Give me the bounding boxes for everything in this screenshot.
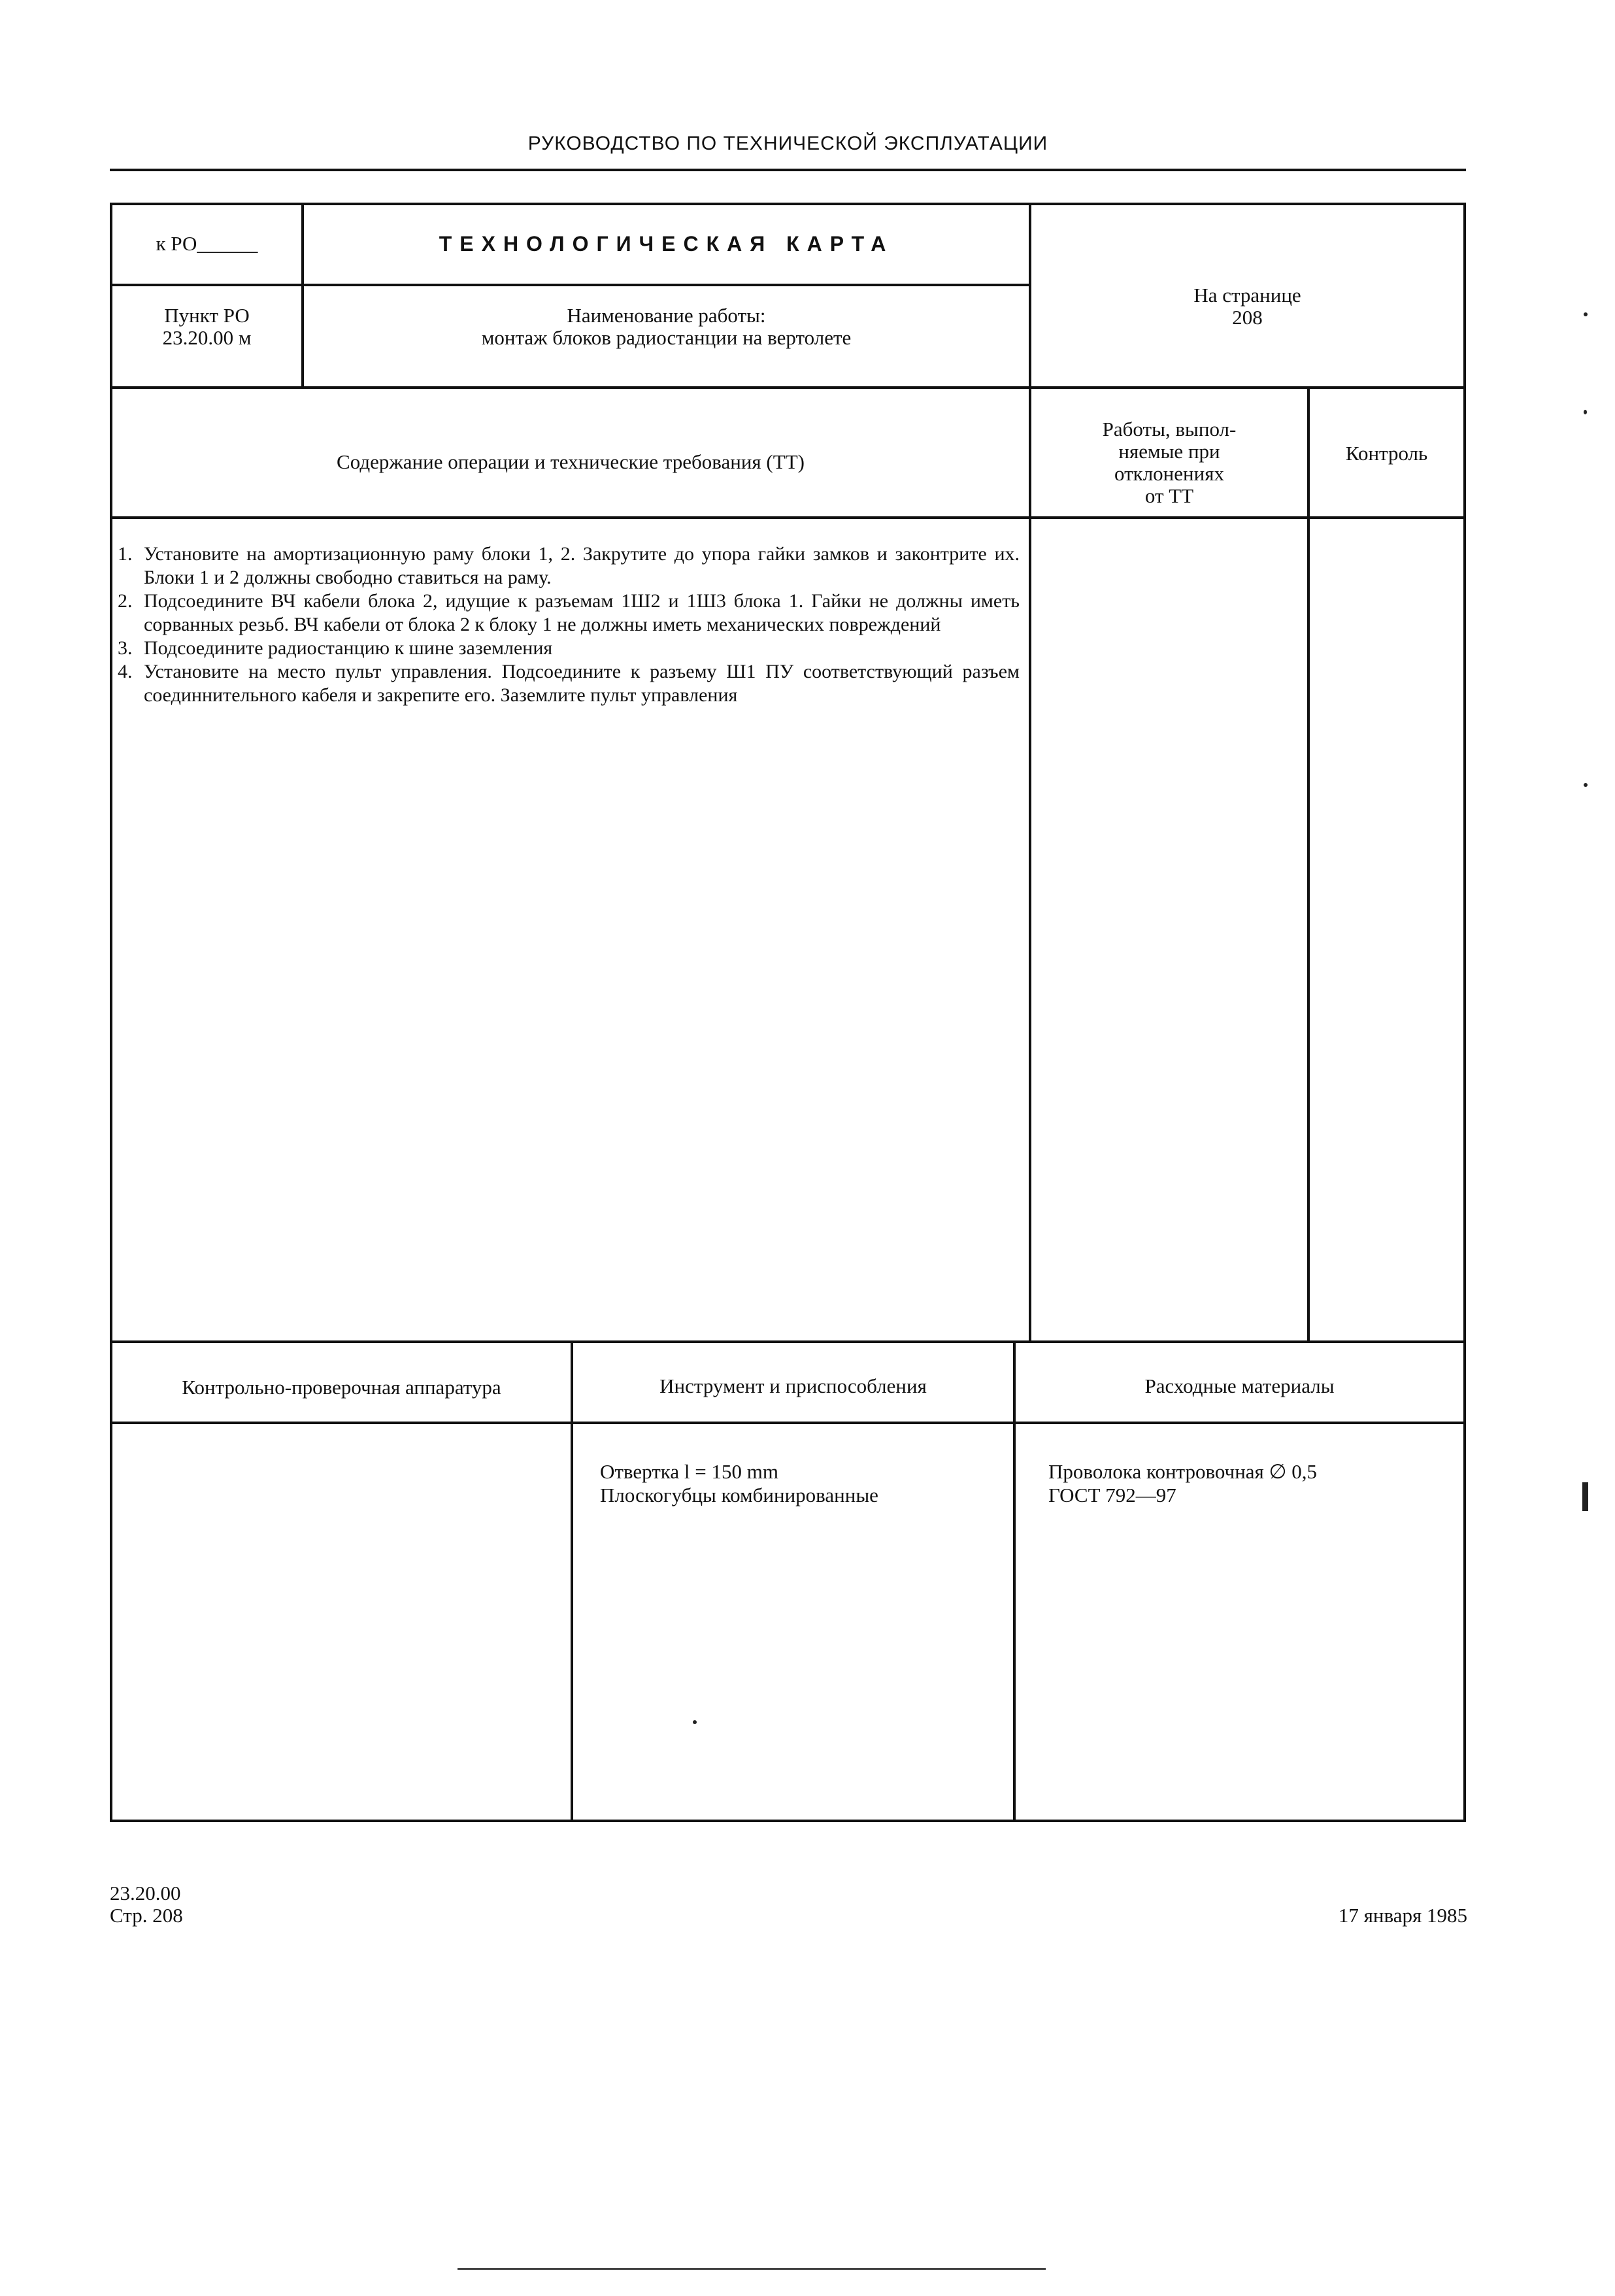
grid-line-left xyxy=(110,203,112,1822)
scan-speck xyxy=(1584,783,1588,787)
footer-section: 23.20.00 xyxy=(110,1882,181,1905)
operations-list xyxy=(118,542,1020,707)
grid-line-title-row xyxy=(110,284,1031,286)
operation-number: 3. xyxy=(118,637,133,659)
grid-line-page-col xyxy=(1029,203,1031,1343)
operation-item xyxy=(118,637,1020,660)
operation-number: 1. xyxy=(118,543,133,565)
equipment-header: Контрольно-проверочная аппаратура xyxy=(182,1376,501,1399)
operation-text: Установите на место пульт управления. Подсоедините к разъему Ш1 ПУ соответствующий разъем соединнительного кабеля и закрепите его. Заземлите пульт управления xyxy=(144,661,1020,706)
grid-line-right xyxy=(1463,203,1466,1822)
grid-line-top xyxy=(110,203,1466,205)
page-number: 208 xyxy=(1232,306,1263,329)
scan-speck xyxy=(1584,410,1587,414)
ref-label: к РО______ xyxy=(156,232,258,255)
control-column-header: Контроль xyxy=(1345,442,1428,465)
grid-line-control-col xyxy=(1307,386,1310,1343)
grid-line-resources-top xyxy=(110,1340,1466,1343)
grid-line-ref-col xyxy=(301,203,304,389)
tools-list xyxy=(600,1460,1005,1507)
tool-item: Плоскогубцы комбинированные xyxy=(600,1484,878,1506)
operation-text: Установите на амортизационную раму блоки 1, 2. Закрутите до упора гайки замков и законтрите их. Блоки 1 и 2 должны свободно ставиться на раму. xyxy=(144,543,1020,588)
grid-line-colheader-bottom xyxy=(110,516,1466,519)
grid-line-header-bottom xyxy=(110,386,1466,389)
deviations-header-line: от ТТ xyxy=(1144,484,1194,507)
item-number: 23.20.00 м xyxy=(162,326,252,349)
material-item: ГОСТ 792—97 xyxy=(1048,1484,1176,1506)
deviations-column-header xyxy=(1031,418,1307,507)
deviations-header-line: отклонениях xyxy=(1114,462,1224,485)
operation-number: 2. xyxy=(118,590,133,612)
scan-speck xyxy=(1584,312,1588,316)
operation-text: Подсоедините ВЧ кабели блока 2, идущие к разъемам 1Ш2 и 1Ш3 блока 1. Гайки не должны иметь сорванных резьб. ВЧ кабели от блока 2 к блоку 1 не должны иметь механических повреждений xyxy=(144,590,1020,635)
deviations-header-line: Работы, выпол- xyxy=(1102,418,1237,441)
running-header: РУКОВОДСТВО ПО ТЕХНИЧЕСКОЙ ЭКСПЛУАТАЦИИ xyxy=(527,133,1048,154)
materials-header: Расходные материалы xyxy=(1144,1374,1335,1397)
grid-line-bottom xyxy=(110,1820,1466,1822)
grid-line-tools-col xyxy=(571,1340,573,1822)
scan-speck xyxy=(693,1720,697,1724)
item-label: Пункт РО xyxy=(164,304,250,327)
grid-line-resources-header-bottom xyxy=(110,1422,1466,1424)
deviations-header-line: няемые при xyxy=(1118,440,1220,463)
operation-item xyxy=(118,590,1020,637)
card-title: ТЕХНОЛОГИЧЕСКАЯ КАРТА xyxy=(439,232,894,256)
footer-left xyxy=(110,1882,183,1927)
operation-item xyxy=(118,542,1020,590)
operation-text: Подсоедините радиостанцию к шине заземления xyxy=(144,637,553,659)
work-label: Наименование работы: xyxy=(567,304,766,327)
footer-page: Стр. 208 xyxy=(110,1904,183,1927)
material-item: Проволока контровочная ∅ 0,5 xyxy=(1048,1460,1318,1483)
tool-item: Отвертка l = 150 mm xyxy=(600,1460,778,1483)
scan-speck xyxy=(1582,1482,1588,1511)
operation-number: 4. xyxy=(118,661,133,682)
bottom-scan-edge xyxy=(458,2268,1046,2270)
header-rule xyxy=(110,169,1466,171)
tools-header: Инструмент и приспособления xyxy=(659,1374,927,1397)
content-column-header: Содержание операции и технические требования (ТТ) xyxy=(337,450,805,473)
page-label: На странице xyxy=(1193,284,1301,307)
grid-line-materials-col xyxy=(1013,1340,1016,1822)
operation-item xyxy=(118,660,1020,707)
work-name: монтаж блоков радиостанции на вертолете xyxy=(481,326,852,349)
footer-date: 17 января 1985 xyxy=(1338,1904,1467,1927)
materials-list xyxy=(1048,1460,1454,1507)
